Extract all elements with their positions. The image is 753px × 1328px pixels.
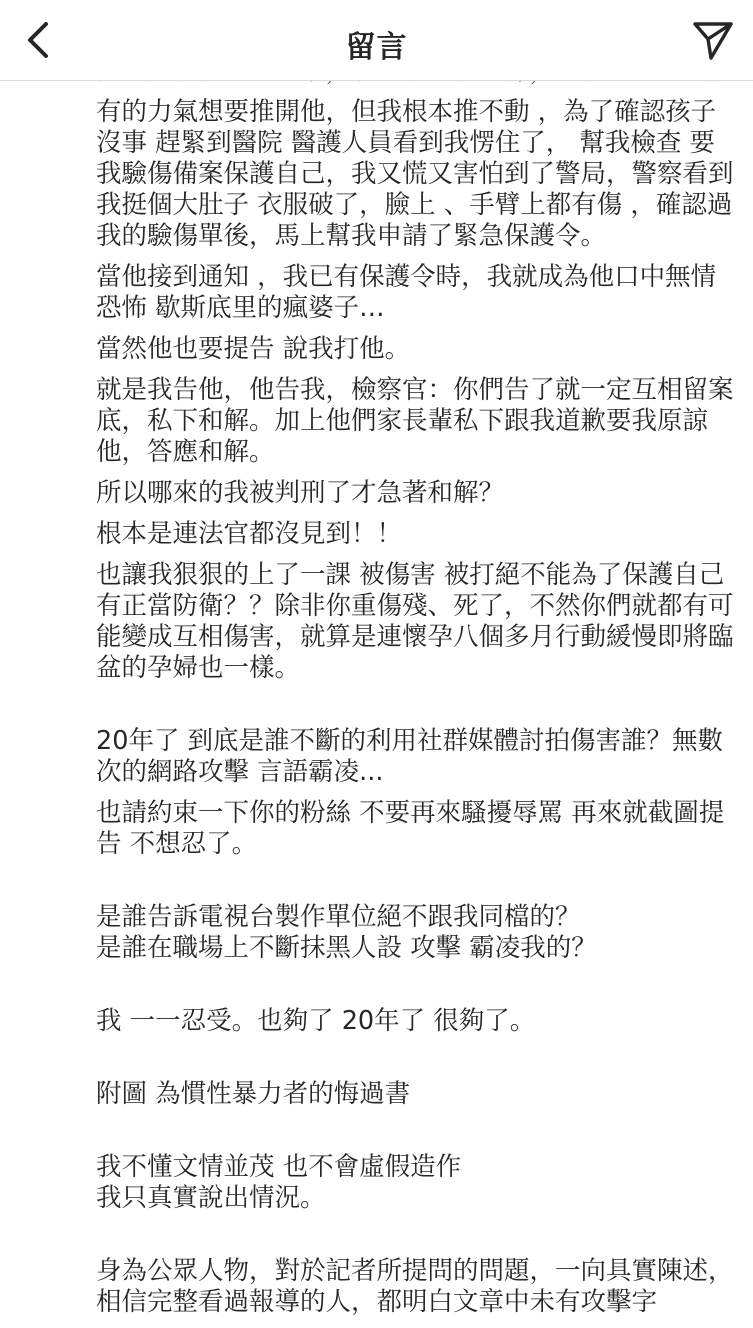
paper-plane-icon bbox=[691, 18, 735, 62]
comment-paragraph: 我不懂文情並茂 也不會虛假造作 我只真實說出情況。 bbox=[96, 1152, 462, 1213]
comment-paragraph: 是誰告訴電視台製作單位絕不跟我同檔的？ 是誰在職場上不斷抹黑人設 攻擊 霸凌我的？ bbox=[96, 902, 597, 963]
comment-paragraph: 所以哪來的我被判刑了才急著和解？ bbox=[96, 478, 505, 508]
comment-paragraph: 就是我告他，他告我，檢察官：你們告了就一定互相留案底，私下和解。加上他們家長輩私下跟我道歉要我原諒他，答應和解。 bbox=[96, 375, 734, 467]
comment-paragraph: 也讓我狠狠的上了一課 被傷害 被打絕不能為了保護自己有正當防衛？？除非你重傷殘、死了，不然你們就都有可能變成互相傷害，就算是連懷孕八個多月行動緩慢即將臨盆的孕婦也一樣。 bbox=[96, 560, 734, 683]
comment-paragraph: 當然他也要提告 說我打他。 bbox=[96, 334, 411, 364]
comment-paragraph: 身為公眾人物，對於記者所提問的問題，一向具實陳述，相信完整看過報導的人，都明白文章中未有攻擊字 bbox=[96, 1256, 734, 1317]
comment-paragraph: 20年了 到底是誰不斷的利用社群媒體討拍傷害誰？無數次的網路攻擊 言語霸凌... bbox=[96, 726, 724, 787]
comment-paragraph: 根本是連法官都沒見到！！ bbox=[96, 519, 403, 549]
page-title: 留言 bbox=[345, 30, 408, 65]
paragraph-gap bbox=[96, 1224, 736, 1256]
comment-paragraph: 我 一一忍受。也夠了 20年了 很夠了。 bbox=[96, 1006, 536, 1036]
comment-body bbox=[96, 56, 736, 1328]
share-button[interactable] bbox=[687, 14, 739, 66]
comment-paragraph: 當他接到通知 ，我已有保護令時，我就成為他口中無情 恐怖 歇斯底里的瘋婆子… bbox=[96, 262, 725, 323]
comment-paragraph: 也請約束一下你的粉絲 不要再來騷擾辱罵 再來就截圖提告 不想忍了。 bbox=[96, 798, 725, 859]
top-bar bbox=[0, 0, 753, 81]
paragraph-gap bbox=[96, 1047, 736, 1079]
comment-paragraph: 附圖 為慣性暴力者的悔過書 bbox=[96, 1079, 411, 1109]
paragraph-gap bbox=[96, 974, 736, 1006]
paragraph-gap bbox=[96, 870, 736, 902]
paragraph-gap bbox=[96, 694, 736, 726]
comment-paragraph: 有的力氣想要推開他，但我根本推不動 ，為了確認孩子沒事 趕緊到醫院 醫護人員看到我愣住了， 幫我檢查 要我驗傷備案保護自己，我又慌又害怕到了警局，警察看到我挺個大肚子 衣服破了，臉上 、手臂上都有傷 ，確認過我的驗傷單後，馬上幫我申請了緊急保護令。 bbox=[96, 97, 734, 251]
paragraph-gap bbox=[96, 1120, 736, 1152]
